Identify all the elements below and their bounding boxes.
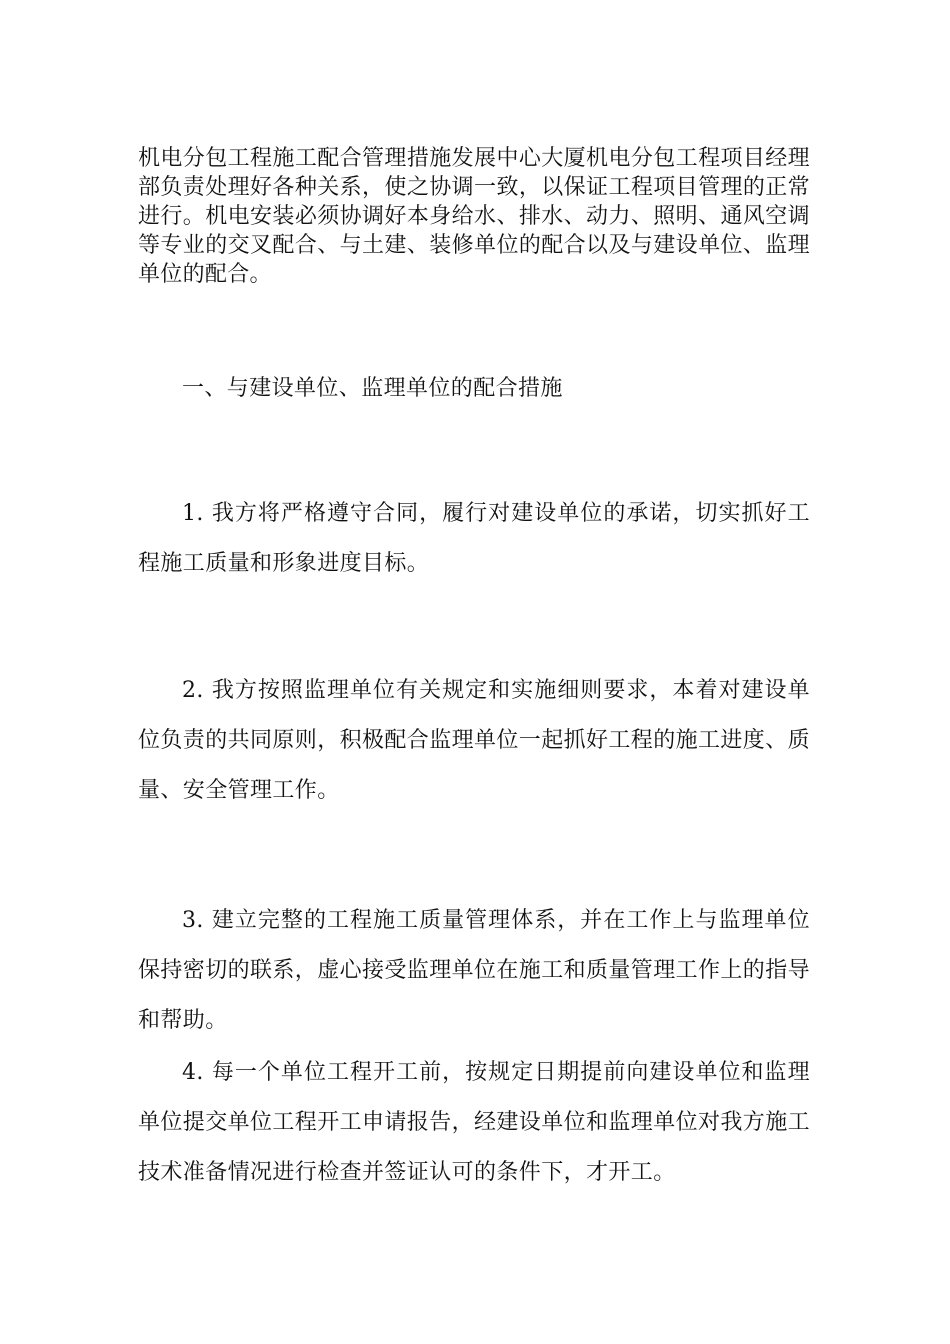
section-heading: 一、与建设单位、监理单位的配合措施 bbox=[182, 376, 563, 401]
list-item-3: 3. 建立完整的工程施工质量管理体系，并在工作上与监理单位保持密切的联系，虚心接受监理单位在施工和质量管理工作上的指导和帮助。 bbox=[138, 908, 811, 1033]
list-item-1: 1. 我方将严格遵守合同，履行对建设单位的承诺，切实抓好工程施工质量和形象进度目标。 bbox=[138, 501, 810, 576]
list-item-2: 2. 我方按照监理单位有关规定和实施细则要求，本着对建设单位负责的共同原则，积极配合监理单位一起抓好工程的施工进度、质量、安全管理工作。 bbox=[138, 678, 811, 803]
list-item-4: 4. 每一个单位工程开工前，按规定日期提前向建设单位和监理单位提交单位工程开工申请报告，经建设单位和监理单位对我方施工技术准备情况进行检查并签证认可的条件下，才开工。 bbox=[138, 1060, 811, 1185]
intro-paragraph: 机电分包工程施工配合管理措施发展中心大厦机电分包工程项目经理部负责处理好各种关系，使之协调一致，以保证工程项目管理的正常进行。机电安装必须协调好本身给水、排水、动力、照明、通风空调等专业的交叉配合、与土建、装修单位的配合以及与建设单位、监理单位的配合。 bbox=[138, 146, 810, 287]
